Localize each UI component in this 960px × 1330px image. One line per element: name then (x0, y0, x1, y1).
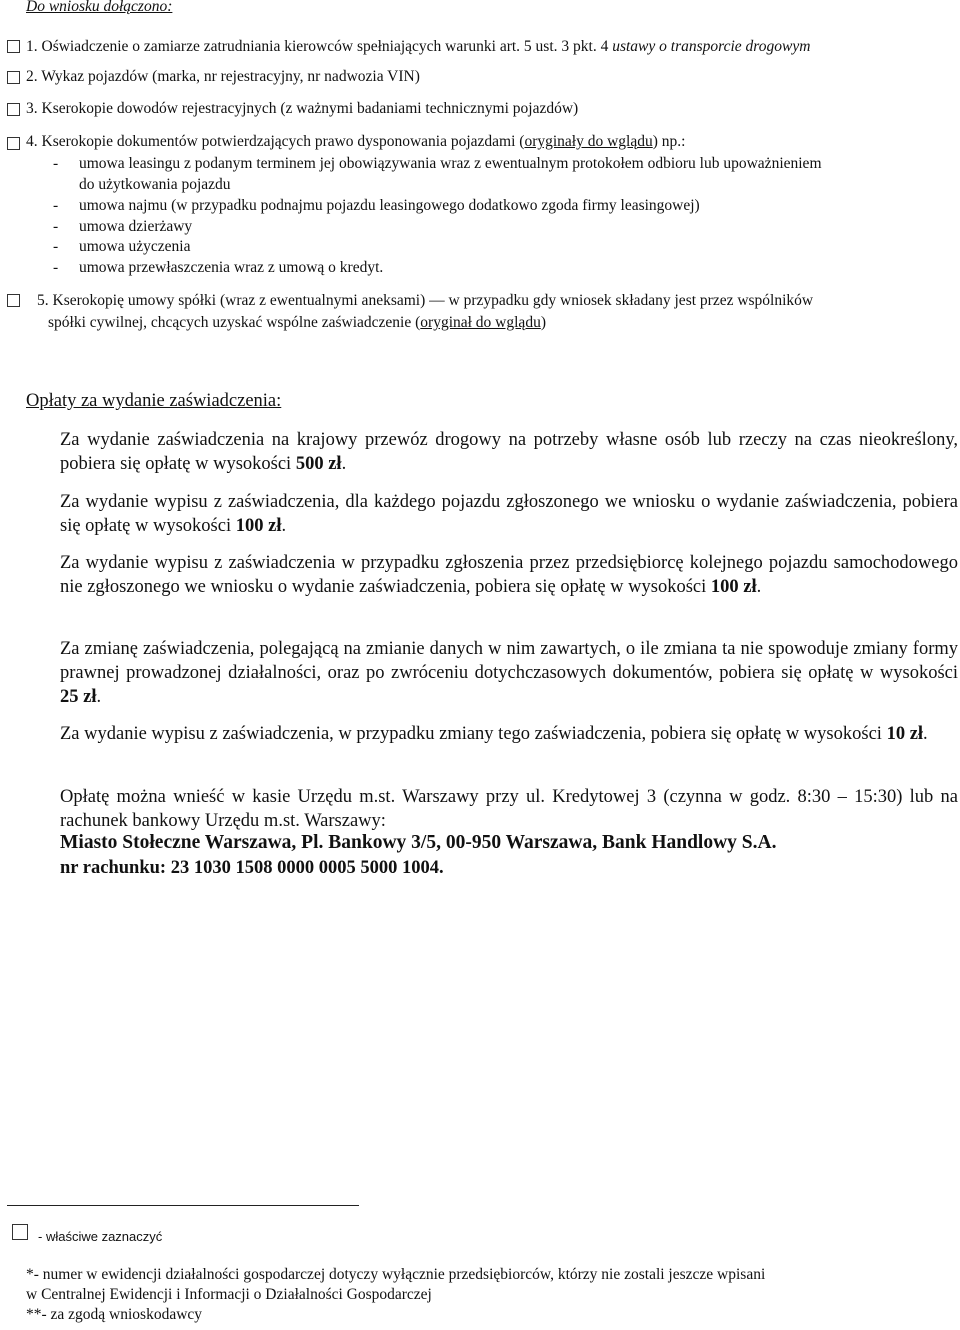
item5-line2-suffix: ) (540, 314, 546, 331)
fee-3-amount: 100 zł (710, 577, 757, 597)
item5-original-note: oryginał do wglądu (420, 314, 541, 331)
fee-3-text: Za wydanie wypisu z zaświadczenia w przypadku zgłoszenia przez przedsiębiorcę kolejnego pojazdu samochodowego nie zgłoszonego we wniosku o wydanie zaświadczenia, pobiera się opłatę w wysokości (60, 553, 958, 597)
item1-italic: ustawy o transporcie drogowym (612, 38, 811, 55)
item3-text: 3. Kserokopie dowodów rejestracyjnych (z ważnymi badaniami technicznymi pojazdów) (26, 100, 579, 117)
fee-2-text: Za wydanie wypisu z zaświadczenia, dla każdego pojazdu zgłoszonego we wniosku o wydanie zaświadczenia, pobiera się opłatę w wysokości (60, 492, 958, 536)
item4-text (26, 133, 685, 151)
item5-checkbox[interactable] (7, 294, 20, 307)
item4-suffix: ) np.: (652, 133, 686, 150)
item4-sub4: umowa użyczenia (79, 238, 191, 255)
legend-text: - właściwe zaznaczyć (38, 1229, 163, 1244)
fee-1-text: Za wydanie zaświadczenia na krajowy przewóz drogowy na potrzeby własne osób lub rzeczy na czas nieokreślony, pobiera się opłatę w wysokości (60, 430, 958, 474)
fee-5-text: Za wydanie wypisu z zaświadczenia, w przypadku zmiany tego zaświadczenia, pobiera się opłatę w wysokości (60, 724, 882, 744)
item4-original-note: oryginały do wglądu (524, 133, 653, 150)
fee-3-period: . (756, 577, 762, 597)
item4-sub1-line2: do użytkowania pojazdu (79, 176, 231, 193)
fee-1-period: . (341, 454, 347, 474)
item4-sub3: umowa dzierżawy (79, 218, 193, 235)
fee-paragraph-4 (60, 637, 958, 709)
fee-paragraph-3 (60, 551, 958, 599)
item5-line2 (48, 314, 546, 332)
footnote-1-line2: w Centralnej Ewidencji i Informacji o Działalności Gospodarczej (26, 1286, 432, 1303)
item1-checkbox[interactable] (7, 40, 20, 53)
footnote-2: **- za zgodą wnioskodawcy (26, 1306, 203, 1323)
item4-checkbox[interactable] (7, 137, 20, 150)
item4-sub1-line1: umowa leasingu z podanym terminem jej obowiązywania wraz z ewentualnym protokołem odbioru lub upoważnieniem (79, 155, 822, 172)
item4-sub2-dash: - (53, 197, 59, 214)
item4-sub2: umowa najmu (w przypadku podnajmu pojazdu leasingowego dodatkowo zgoda firmy leasingowej) (79, 197, 700, 214)
fee-4-period: . (96, 687, 102, 707)
item4-label: 4. Kserokopie dokumentów potwierdzających prawo dysponowania pojazdami ( (26, 133, 525, 150)
item3-checkbox[interactable] (7, 103, 20, 116)
item1-text (26, 38, 810, 56)
fee-4-text: Za zmianę zaświadczenia, polegającą na zmianie danych w nim zawartych, o ile zmiana ta nie spowoduje zmiany formy prawnej prowadzonej działalności, oraz po zwróceniu dotychczasowych dokumentów, pobiera się opłatę w wysokości (60, 639, 958, 683)
footnote-1-line1: *- numer w ewidencji działalności gospodarczej dotyczy wyłącznie przedsiębiorców, którzy nie zostali jeszcze wpisani (26, 1266, 766, 1283)
fee-5-period: . (923, 724, 928, 744)
fee-2-amount: 100 zł (235, 516, 282, 536)
fee-2-period: . (281, 516, 287, 536)
fee-paragraph-5 (60, 722, 958, 746)
fees-heading: Opłaty za wydanie zaświadczenia: (26, 391, 282, 411)
fee-1-amount: 500 zł (295, 454, 342, 474)
item4-sub1-dash: - (53, 155, 59, 172)
fee-5-amount: 10 zł (886, 724, 924, 744)
bank-account-number: nr rachunku: 23 1030 1508 0000 0005 5000 1004. (60, 858, 444, 878)
fee-4-amount: 25 zł (60, 687, 97, 707)
attachments-heading: Do wniosku dołączono: (26, 0, 173, 15)
fee-paragraph-2 (60, 490, 958, 538)
item4-sub5-dash: - (53, 259, 59, 276)
item2-text: 2. Wykaz pojazdów (marka, nr rejestracyjny, nr nadwozia VIN) (26, 68, 420, 85)
item4-sub4-dash: - (53, 238, 59, 255)
payment-paragraph: Opłatę można wnieść w kasie Urzędu m.st. Warszawy przy ul. Kredytowej 3 (czynna w godz. 8:30 – 15:30) lub na rachunek bankowy Urzędu m.st. Warszawy: (60, 787, 958, 831)
item1-label: 1. Oświadczenie o zamiarze zatrudniania kierowców spełniających warunki art. 5 ust. 3 pkt. 4 (26, 38, 609, 55)
fee-paragraph-1 (60, 428, 958, 476)
legend-checkbox (12, 1224, 28, 1240)
item2-checkbox[interactable] (7, 71, 20, 84)
footnote-separator (7, 1205, 359, 1206)
item4-sub3-dash: - (53, 218, 59, 235)
item5-line2-text: spółki cywilnej, chcących uzyskać wspólne zaświadczenie ( (48, 314, 421, 331)
item5-line1: 5. Kserokopię umowy spółki (wraz z ewentualnymi aneksami) — w przypadku gdy wniosek składany jest przez wspólników (37, 292, 814, 309)
bank-details-line1: Miasto Stołeczne Warszawa, Pl. Bankowy 3/5, 00-950 Warszawa, Bank Handlowy S.A. (60, 832, 777, 853)
item4-sub5: umowa przewłaszczenia wraz z umową o kredyt. (79, 259, 384, 276)
